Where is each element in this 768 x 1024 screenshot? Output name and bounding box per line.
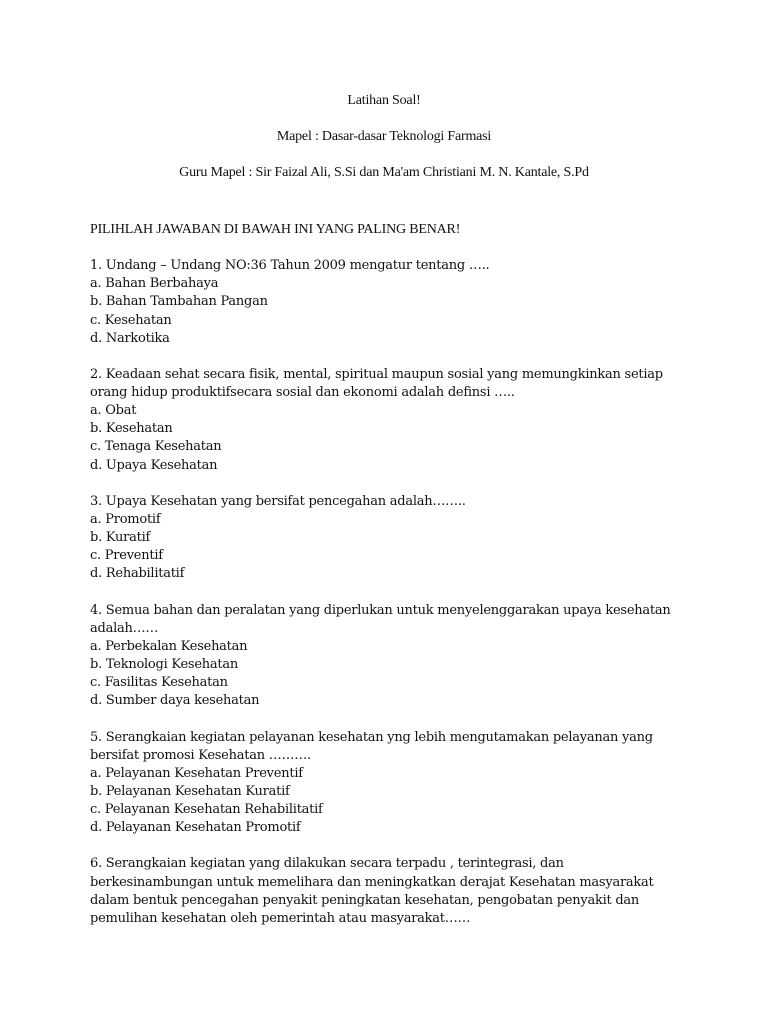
document-title: Latihan Soal! (347, 93, 421, 108)
answer-option: a. Obat (90, 403, 137, 419)
answer-option: c. Pelayanan Kesehatan Rehabilitatif (90, 801, 323, 817)
answer-option: a. Bahan Berbahaya (90, 276, 219, 292)
question-text: 6. Serangkaian kegiatan yang dilakukan secara terpadu , terintegrasi, dan (90, 856, 564, 872)
question-2 (90, 366, 690, 475)
answer-option: b. Kesehatan (90, 421, 173, 437)
answer-option: b. Kuratif (90, 530, 151, 546)
answer-option: b. Pelayanan Kesehatan Kuratif (90, 783, 290, 799)
document-header (0, 92, 768, 200)
answer-option: b. Teknologi Kesehatan (90, 656, 239, 672)
answer-option: a. Pelayanan Kesehatan Preventif (90, 765, 303, 781)
question-text: berkesinambungan untuk memelihara dan meningkatkan derajat Kesehatan masyarakat (90, 874, 654, 890)
answer-option: d. Narkotika (90, 330, 170, 346)
question-4 (90, 602, 690, 711)
question-text: 1. Undang – Undang NO:36 Tahun 2009 mengatur tentang ….. (90, 258, 490, 274)
question-6 (90, 855, 690, 927)
question-text: bersifat promosi Kesehatan ………. (90, 747, 311, 763)
teacher-line: Guru Mapel : Sir Faizal Ali, S.Si dan Ma'am Christiani M. N. Kantale, S.Pd (179, 165, 589, 180)
question-5 (90, 729, 690, 838)
answer-option: c. Fasilitas Kesehatan (90, 675, 228, 691)
answer-option: a. Perbekalan Kesehatan (90, 638, 248, 654)
subject-line: Mapel : Dasar-dasar Teknologi Farmasi (276, 129, 492, 144)
question-list (90, 257, 690, 927)
answer-option: c. Preventif (90, 548, 163, 564)
question-text: 5. Serangkaian kegiatan pelayanan kesehatan yng lebih mengutamakan pelayanan yang (90, 729, 653, 745)
question-text: 4. Semua bahan dan peralatan yang diperlukan untuk menyelenggarakan upaya kesehatan (90, 602, 671, 618)
instruction-text: PILIHLAH JAWABAN DI BAWAH INI YANG PALING BENAR! (90, 222, 461, 237)
question-text: pemulihan kesehatan oleh pemerintah atau masyarakat…… (90, 910, 471, 926)
answer-option: c. Tenaga Kesehatan (90, 439, 222, 455)
answer-option: d. Upaya Kesehatan (90, 457, 218, 473)
answer-option: c. Kesehatan (90, 312, 172, 328)
question-text: dalam bentuk pencegahan penyakit peningkatan kesehatan, pengobatan penyakit dan (90, 892, 640, 908)
question-text: 3. Upaya Kesehatan yang bersifat pencegahan adalah…….. (90, 493, 466, 509)
answer-option: d. Rehabilitatif (90, 566, 185, 582)
question-text: adalah…… (90, 620, 159, 636)
question-3 (90, 493, 690, 583)
question-text: 2. Keadaan sehat secara fisik, mental, spiritual maupun sosial yang memungkinkan setiap (90, 367, 663, 383)
answer-option: d. Pelayanan Kesehatan Promotif (90, 820, 301, 836)
answer-option: b. Bahan Tambahan Pangan (90, 294, 268, 310)
answer-option: d. Sumber daya kesehatan (90, 693, 260, 709)
question-1 (90, 257, 690, 347)
question-text: orang hidup produktifsecara sosial dan ekonomi adalah definsi ….. (90, 385, 515, 401)
answer-option: a. Promotif (90, 512, 161, 528)
document-body (90, 221, 690, 928)
